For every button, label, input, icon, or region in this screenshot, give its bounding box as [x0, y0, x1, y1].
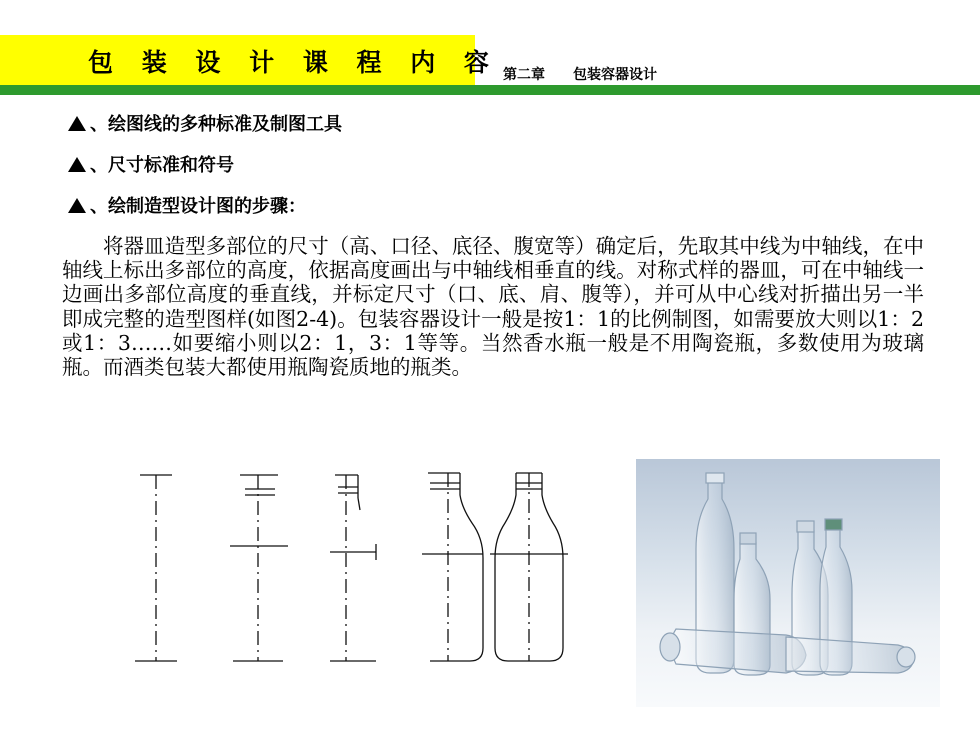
bullet-text: 、尺寸标准和符号 — [90, 155, 234, 176]
bullet-item-dimensions — [68, 151, 234, 177]
step-3-half — [330, 475, 376, 661]
triangle-icon — [68, 116, 86, 131]
chapter-number: 第二章 — [503, 67, 545, 83]
triangle-icon — [68, 157, 86, 172]
step-1-axis — [135, 475, 177, 661]
bottles-illustration — [636, 459, 940, 707]
step-2-axis — [230, 475, 288, 661]
chapter-heading — [503, 64, 657, 84]
body-paragraph: 将器皿造型多部位的尺寸（高、口径、底径、腹宽等）确定后，先取其中线为中轴线，在中轴线上标出多部位的高度，依据高度画出与中轴线相垂直的线。对称式样的器皿，可在中轴线一边画出多部位高度的垂直线，并标定尺寸（口、底、肩、腹等），并可从中心线对折描出另一半即成完整的造型图样(如图2-4)。包装容器设计一般是按1：1的比例制图，如需要放大则以1：2或1：3……如要缩小则以2：1，3：1等等。当然香水瓶一般是不用陶瓷瓶，多数使用为玻璃瓶。而酒类包装大都使用瓶陶瓷质地的瓶类。 — [62, 234, 924, 380]
bullet-item-steps — [68, 192, 306, 218]
bullet-text: 、绘制造型设计图的步骤： — [90, 196, 306, 217]
course-title: 包 装 设 计 课 程 内 容 — [88, 48, 499, 77]
triangle-icon — [68, 198, 86, 213]
bullet-text: 、绘图线的多种标准及制图工具 — [90, 114, 342, 135]
step-4-half — [422, 473, 483, 661]
divider-line — [0, 85, 980, 95]
step-5-bottle — [490, 473, 568, 661]
bullet-item-tools — [68, 110, 342, 136]
plastic-bottles-photo — [636, 459, 940, 707]
bottle-drawing-steps — [130, 468, 580, 678]
chapter-name: 包装容器设计 — [573, 67, 657, 83]
